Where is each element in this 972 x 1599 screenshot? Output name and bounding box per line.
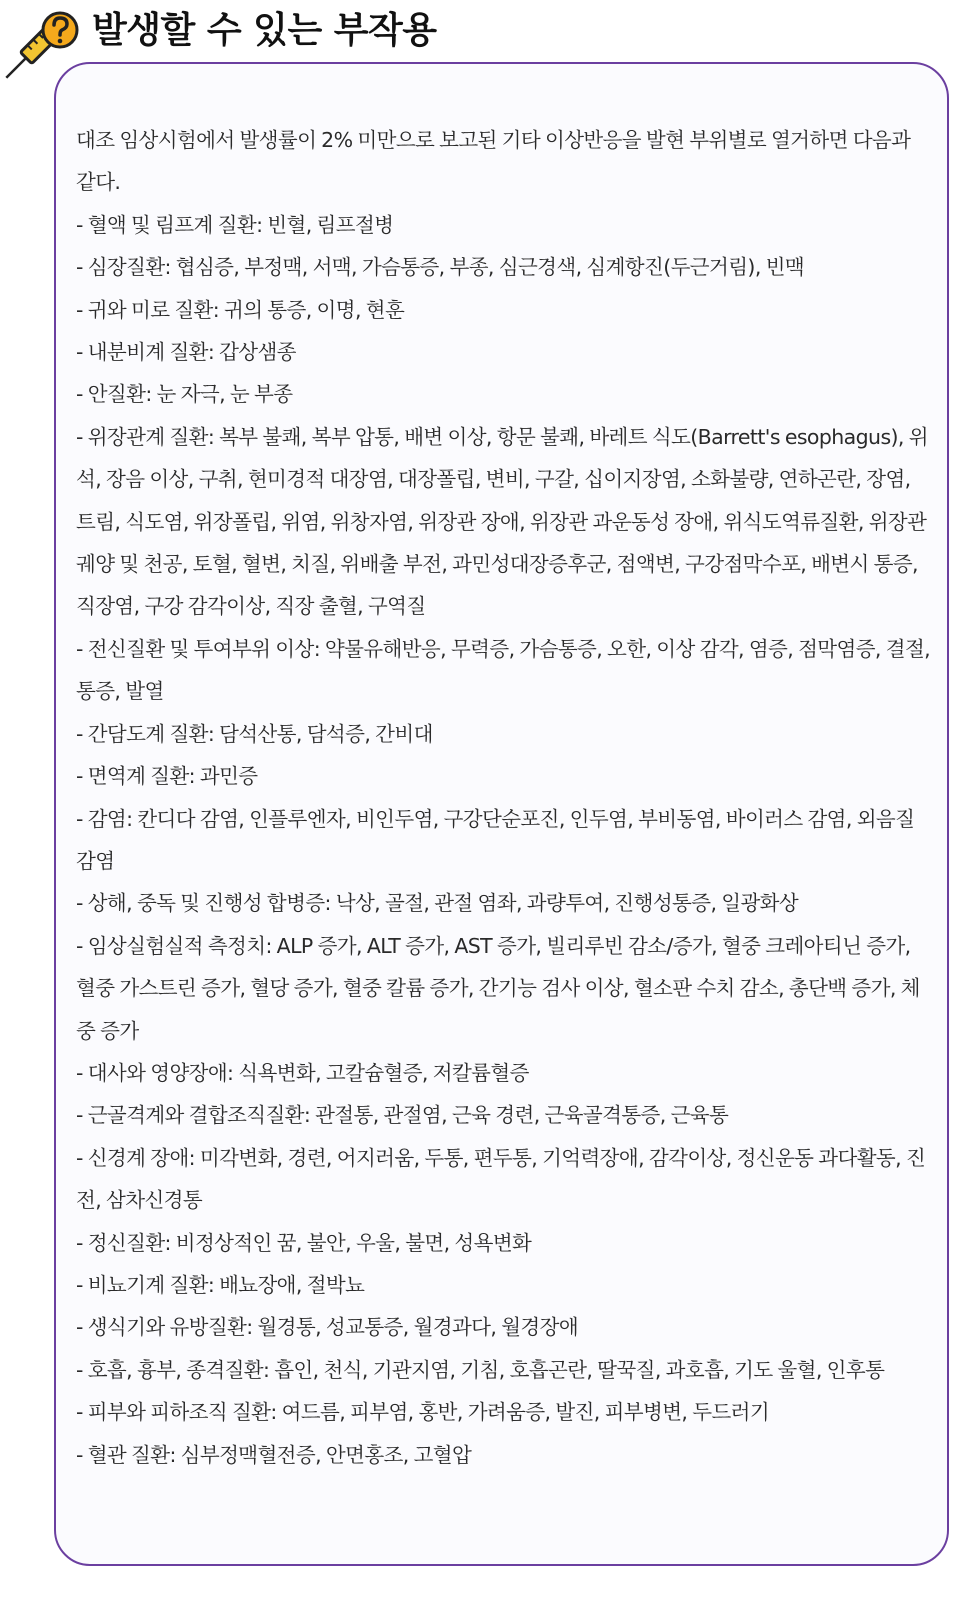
list-item: - 임상실험실적 측정치: ALP 증가, ALT 증가, AST 증가, 빌리루빈 감소/증가, 혈중 크레아티닌 증가, 혈중 가스트린 증가, 혈당 증가, 혈중 칼륨 증가, 간기능 검사 이상, 혈소판 수치 감소, 총단백 증가, 체중 증가: [76, 933, 920, 1043]
list-item: - 위장관계 질환: 복부 불쾌, 복부 압통, 배변 이상, 항문 불쾌, 바레트 식도(Barrett's esophagus), 위석, 장음 이상, 구취, 현미경적 대장염, 대장폴립, 변비, 구갈, 십이지장염, 소화불량, 연하곤란, 장염, 트림, 식도염, 위장폴립, 위염, 위창자염, 위장관 장애, 위장관 과운동성 장애, 위식도역류질환, 위장관 궤양 및 천공, 토혈, 혈변, 치질, 위배출 부전, 과민성대장증후군, 점액변, 구강점막수포, 배변시 통증, 직장염, 구강 감각이상, 직장 출혈, 구역질: [76, 424, 928, 619]
list-item: - 혈액 및 림프계 질환: 빈혈, 림프절병: [76, 212, 394, 237]
list-item: - 안질환: 눈 자극, 눈 부종: [76, 382, 293, 407]
list-item: - 정신질환: 비정상적인 꿈, 불안, 우울, 불면, 성욕변화: [76, 1230, 532, 1255]
intro-paragraph: 대조 임상시험에서 발생률이 2% 미만으로 보고된 기타 이상반응을 발현 부위별로 열거하면 다음과 같다.: [76, 128, 911, 195]
list-item: - 근골격계와 결합조직질환: 관절통, 관절염, 근육 경련, 근육골격통증, 근육통: [76, 1103, 729, 1128]
section-header: [0, 0, 972, 70]
section-title: 발생할 수 있는 부작용: [92, 10, 437, 51]
list-item: - 신경계 장애: 미각변화, 경련, 어지러움, 두통, 편두통, 기억력장애, 감각이상, 정신운동 과다활동, 진전, 삼차신경통: [76, 1145, 926, 1213]
list-item: - 전신질환 및 투여부위 이상: 약물유해반응, 무력증, 가슴통증, 오한, 이상 감각, 염증, 점막염증, 결절, 통증, 발열: [76, 636, 931, 704]
list-item: - 혈관 질환: 심부정맥혈전증, 안면홍조, 고혈압: [76, 1442, 472, 1467]
list-item: - 비뇨기계 질환: 배뇨장애, 절박뇨: [76, 1272, 365, 1297]
list-item: - 대사와 영양장애: 식욕변화, 고칼슘혈증, 저칼륨혈증: [76, 1060, 529, 1085]
list-item: - 간담도계 질환: 담석산통, 담석증, 간비대: [76, 721, 433, 746]
list-item: - 생식기와 유방질환: 월경통, 성교통증, 월경과다, 월경장애: [76, 1315, 579, 1340]
list-item: - 귀와 미로 질환: 귀의 통증, 이명, 현훈: [76, 297, 405, 322]
side-effects-text: [76, 119, 934, 1476]
list-item: - 심장질환: 협심증, 부정맥, 서맥, 가슴통증, 부종, 심근경색, 심계항진(두근거림), 빈맥: [76, 255, 805, 280]
list-item: - 면역계 질환: 과민증: [76, 764, 258, 789]
list-item: - 내분비계 질환: 갑상샘종: [76, 340, 296, 365]
list-item: - 상해, 중독 및 진행성 합병증: 낙상, 골절, 관절 염좌, 과량투여, 진행성통증, 일광화상: [76, 891, 799, 916]
list-item: - 감염: 칸디다 감염, 인플루엔자, 비인두염, 구강단순포진, 인두염, 부비동염, 바이러스 감염, 외음질 감염: [76, 806, 915, 873]
list-item: - 호흡, 흉부, 종격질환: 흡인, 천식, 기관지염, 기침, 호흡곤란, 딸꾹질, 과호흡, 기도 울혈, 인후통: [76, 1357, 885, 1382]
list-item: - 피부와 피하조직 질환: 여드름, 피부염, 홍반, 가려움증, 발진, 피부병변, 두드러기: [76, 1400, 770, 1425]
